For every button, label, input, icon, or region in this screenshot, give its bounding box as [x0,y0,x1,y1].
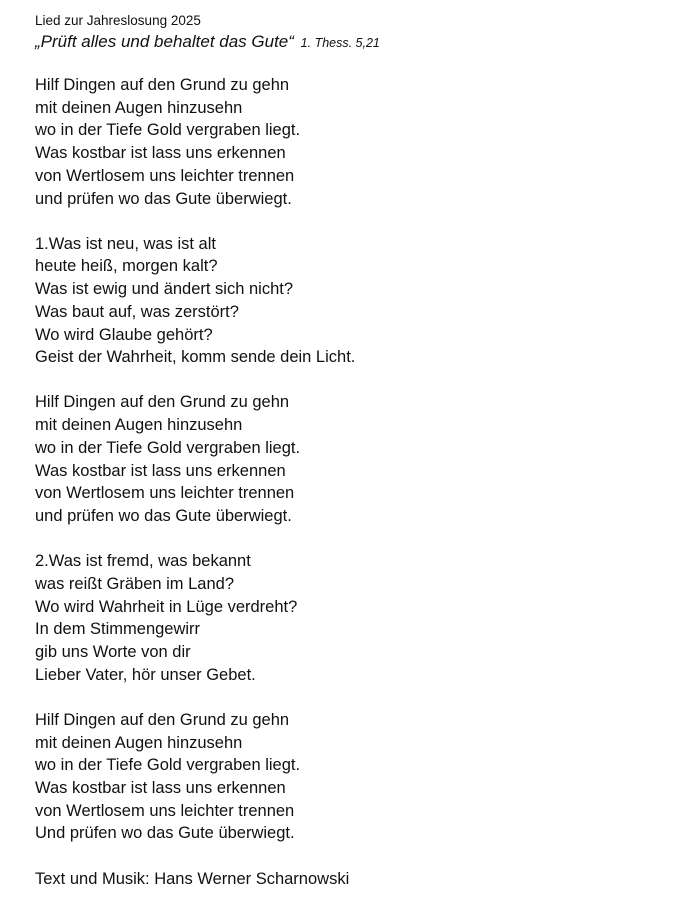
stanza-verse-2 [35,550,665,686]
song-subtitle: Lied zur Jahreslosung 2025 [35,13,201,28]
song-sheet [35,12,665,890]
stanza-refrain-3 [35,709,665,845]
stanza-line: Hilf Dingen auf den Grund zu gehn [35,710,290,729]
song-credit: Text und Musik: Hans Werner Scharnowski [35,869,350,888]
motto-text: „Prüft alles und behaltet das Gute“ [35,32,294,51]
stanza-line: Wo wird Wahrheit in Lüge verdreht? [35,597,298,616]
stanza-line: wo in der Tiefe Gold vergraben liegt. [35,756,301,775]
stanza-line: Und prüfen wo das Gute überwiegt. [35,824,295,843]
stanza-line: mit deinen Augen hinzusehn [35,733,243,752]
stanza-line: heute heiß, morgen kalt? [35,257,218,276]
stanza-line: wo in der Tiefe Gold vergraben liegt. [35,121,301,140]
song-motto [35,30,665,55]
stanza-line: Was kostbar ist lass uns erkennen [35,144,286,163]
stanza-line: mit deinen Augen hinzusehn [35,416,243,435]
stanza-line: von Wertlosem uns leichter trennen [35,801,295,820]
stanza-refrain-1 [35,74,665,210]
stanza-line: Was kostbar ist lass uns erkennen [35,461,286,480]
stanza-line: und prüfen wo das Gute überwiegt. [35,506,292,525]
stanza-line: von Wertlosem uns leichter trennen [35,166,295,185]
stanza-line: mit deinen Augen hinzusehn [35,98,243,117]
stanza-line: Lieber Vater, hör unser Gebet. [35,665,256,684]
stanza-line: 2.Was ist fremd, was bekannt [35,552,251,571]
stanza-line: und prüfen wo das Gute überwiegt. [35,189,292,208]
stanza-line: gib uns Worte von dir [35,642,191,661]
stanza-line: In dem Stimmengewirr [35,620,201,639]
stanza-line: Was kostbar ist lass uns erkennen [35,778,286,797]
stanza-line: was reißt Gräben im Land? [35,574,235,593]
bible-reference: 1. Thess. 5,21 [300,36,380,50]
stanza-line: wo in der Tiefe Gold vergraben liegt. [35,438,301,457]
stanza-line: Was ist ewig und ändert sich nicht? [35,280,294,299]
stanza-line: 1.Was ist neu, was ist alt [35,234,216,253]
stanza-verse-1 [35,233,665,369]
stanza-line: Wo wird Glaube gehört? [35,325,213,344]
stanza-line: Hilf Dingen auf den Grund zu gehn [35,76,290,94]
stanza-line: von Wertlosem uns leichter trennen [35,484,295,503]
stanza-line: Was baut auf, was zerstört? [35,302,239,321]
stanza-line: Geist der Wahrheit, komm sende dein Licht. [35,348,356,367]
stanza-refrain-2 [35,391,665,527]
stanza-line: Hilf Dingen auf den Grund zu gehn [35,393,290,412]
